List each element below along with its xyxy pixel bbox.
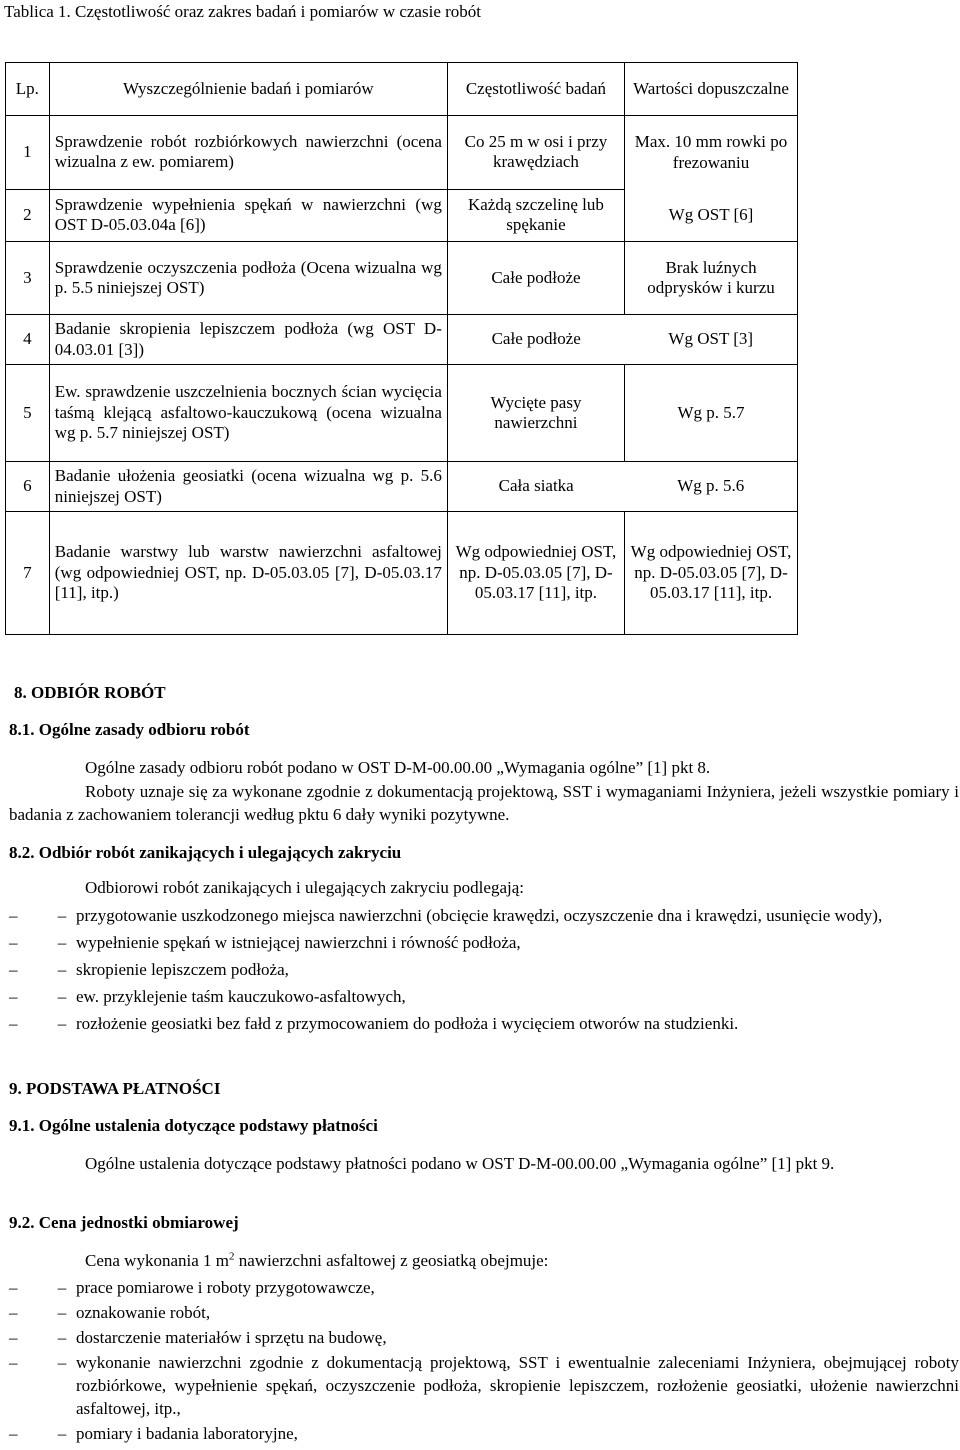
dash-marker: – – <box>9 960 85 979</box>
row-lp: 2 <box>6 189 50 241</box>
section-9-1-text: Ogólne ustalenia dotyczące podstawy płatności podano w OST D-M-00.00.00 „Wymagania ogólne” [1] pkt 9. <box>85 1154 835 1173</box>
table-caption: Tablica 1. Częstotliwość oraz zakres badań i pomiarów w czasie robót <box>4 2 481 21</box>
header-values: Wartości dopuszczalne <box>625 63 798 116</box>
row-lp: 1 <box>6 116 50 190</box>
section-9-1-paragraph <box>9 1151 959 1177</box>
row-frequency: Cała siatka <box>447 462 624 512</box>
dash-marker: – – <box>9 987 85 1006</box>
superscript-2: 2 <box>229 1250 235 1263</box>
section-9-2-intro-b: nawierzchni asfaltowej z geosiatką obejmuje: <box>234 1251 549 1270</box>
section-9-heading: 9. PODSTAWA PŁATNOŚCI <box>9 1079 221 1098</box>
dash-marker: – – <box>9 1328 85 1347</box>
row-description: Badanie skropienia lepiszczem podłoża (wg OST D-04.03.01 [3]) <box>49 315 447 365</box>
row-values: Brak luźnych odprysków i kurzu <box>625 242 798 315</box>
list-item-text: wypełnienie spękań w istniejącej nawierzchni i równość podłoża, <box>76 933 521 952</box>
list-item-text: dostarczenie materiałów i sprzętu na budowę, <box>76 1328 387 1347</box>
row-frequency: Całe podłoże <box>447 242 624 315</box>
row-frequency: Całe podłoże <box>447 315 624 365</box>
row-frequency: Wycięte pasy nawierzchni <box>447 365 624 462</box>
list-item-text: pomiary i badania laboratoryjne, <box>76 1424 298 1443</box>
section-8-heading: 8. ODBIÓR ROBÓT <box>14 683 166 702</box>
list-item <box>9 985 959 1008</box>
section-9-1-heading: 9.1. Ogólne ustalenia dotyczące podstawy płatności <box>9 1116 378 1135</box>
row-values <box>625 116 798 242</box>
dash-marker: – – <box>9 1278 85 1297</box>
section-8-2-intro <box>9 876 959 899</box>
section-8-2-heading: 8.2. Odbiór robót zanikających i ulegających zakryciu <box>9 843 402 862</box>
section-9-2-list <box>9 1276 959 1445</box>
list-item <box>9 931 959 954</box>
table-header-row <box>6 63 798 116</box>
list-item-text: skropienie lepiszczem podłoża, <box>76 960 289 979</box>
list-item-text: oznakowanie robót, <box>76 1303 211 1322</box>
section-8-1-text-2: Roboty uznaje się za wykonane zgodnie z dokumentacją projektową, SST i wymaganiami Inżyniera, jeżeli wszystkie pomiary i badania z zachowaniem tolerancji według pktu 6 dały wyniki pozytywne. <box>9 782 959 824</box>
row-description: Badanie warstwy lub warstw nawierzchni asfaltowej (wg odpowiedniej OST, np. D-05.03.05 [7], D-05.03.17 [11], itp.) <box>49 512 447 635</box>
list-item-text: ew. przyklejenie taśm kauczukowo-asfaltowych, <box>76 987 406 1006</box>
row-description: Sprawdzenie oczyszczenia podłoża (Ocena wizualna wg p. 5.5 niniejszej OST) <box>49 242 447 315</box>
table-row <box>6 242 798 315</box>
dash-marker: – – <box>9 1424 85 1443</box>
table-row <box>6 512 798 635</box>
list-item <box>9 958 959 981</box>
list-item <box>9 1351 959 1420</box>
list-item-text: rozłożenie geosiatki bez fałd z przymocowaniem do podłoża i wycięciem otworów na studzienki. <box>76 1014 739 1033</box>
row-frequency: Co 25 m w osi i przy krawędziach <box>447 116 624 190</box>
dash-marker: – – <box>9 933 85 952</box>
row-lp: 4 <box>6 315 50 365</box>
header-frequency: Częstotliwość badań <box>447 63 624 116</box>
dash-marker: – – <box>9 1353 85 1372</box>
header-description: Wyszczególnienie badań i pomiarów <box>49 63 447 116</box>
section-9-2-intro <box>9 1249 959 1272</box>
row-description: Badanie ułożenia geosiatki (ocena wizualna wg p. 5.6 niniejszej OST) <box>49 462 447 512</box>
dash-marker: – – <box>9 1014 85 1033</box>
list-item <box>9 1276 959 1299</box>
list-item-text: przygotowanie uszkodzonego miejsca nawierzchni (obcięcie krawędzi, oczyszczenie dna i krawędzi, usunięcie wody), <box>76 906 883 925</box>
row-description: Sprawdzenie wypełnienia spękań w nawierzchni (wg OST D-05.03.04a [6]) <box>49 189 447 241</box>
section-8-1-paragraph-2 <box>9 780 959 826</box>
section-9-2-intro-a: Cena wykonania 1 m <box>85 1251 229 1270</box>
dash-marker: – – <box>9 906 85 925</box>
row-values: Wg p. 5.6 <box>625 462 798 512</box>
section-9-2-heading: 9.2. Cena jednostki obmiarowej <box>9 1213 239 1232</box>
row-lp: 6 <box>6 462 50 512</box>
list-item <box>9 1301 959 1324</box>
table-row <box>6 116 798 190</box>
table-row <box>6 365 798 462</box>
row-values-1: Max. 10 mm rowki po frezowaniu <box>634 132 788 172</box>
row-values: Wg OST [3] <box>625 315 798 365</box>
list-item-text: prace pomiarowe i roboty przygotowawcze, <box>76 1278 375 1297</box>
table-row <box>6 315 798 365</box>
row-values: Wg odpowiedniej OST, np. D-05.03.05 [7], D-05.03.17 [11], itp. <box>625 512 798 635</box>
row-description: Ew. sprawdzenie uszczelnienia bocznych ścian wycięcia taśmą klejącą asfaltowo-kauczukową (ocena wizualna wg p. 5.7 niniejszej OST) <box>49 365 447 462</box>
row-lp: 3 <box>6 242 50 315</box>
row-values-2: Wg OST [6] <box>668 204 754 224</box>
section-8-1-text-1: Ogólne zasady odbioru robót podano w OST D-M-00.00.00 „Wymagania ogólne” [1] pkt 8. <box>85 758 711 777</box>
list-item-text: wykonanie nawierzchni zgodnie z dokumentacją projektową, SST i ewentualnie zaleceniami Inżyniera, obejmującej roboty rozbiórkowe, wypełnienie spękań, oczyszczenie podłoża, skropienie lepiszczem, rozłożenie geosiatki, ułożenie nawierzchni asfaltowej, itp., <box>76 1353 959 1418</box>
row-values: Wg p. 5.7 <box>625 365 798 462</box>
table-row <box>6 462 798 512</box>
list-item <box>9 1422 959 1445</box>
dash-marker: – – <box>9 1303 85 1322</box>
row-lp: 5 <box>6 365 50 462</box>
list-item <box>9 1012 959 1035</box>
list-item <box>9 904 959 927</box>
section-8-1-paragraph-1 <box>9 756 959 779</box>
section-8-2-intro-text: Odbiorowi robót zanikających i ulegających zakryciu podlegają: <box>85 878 524 897</box>
list-item <box>9 1326 959 1349</box>
row-description: Sprawdzenie robót rozbiórkowych nawierzchni (ocena wizualna z ew. pomiarem) <box>49 116 447 190</box>
row-frequency: Wg odpowiedniej OST, np. D-05.03.05 [7], D-05.03.17 [11], itp. <box>447 512 624 635</box>
header-lp: Lp. <box>6 63 50 116</box>
section-8-1-heading: 8.1. Ogólne zasady odbioru robót <box>9 720 250 739</box>
section-8-2-list <box>9 904 959 1035</box>
row-frequency: Każdą szczelinę lub spękanie <box>447 189 624 241</box>
row-lp: 7 <box>6 512 50 635</box>
inspection-table <box>5 62 798 635</box>
